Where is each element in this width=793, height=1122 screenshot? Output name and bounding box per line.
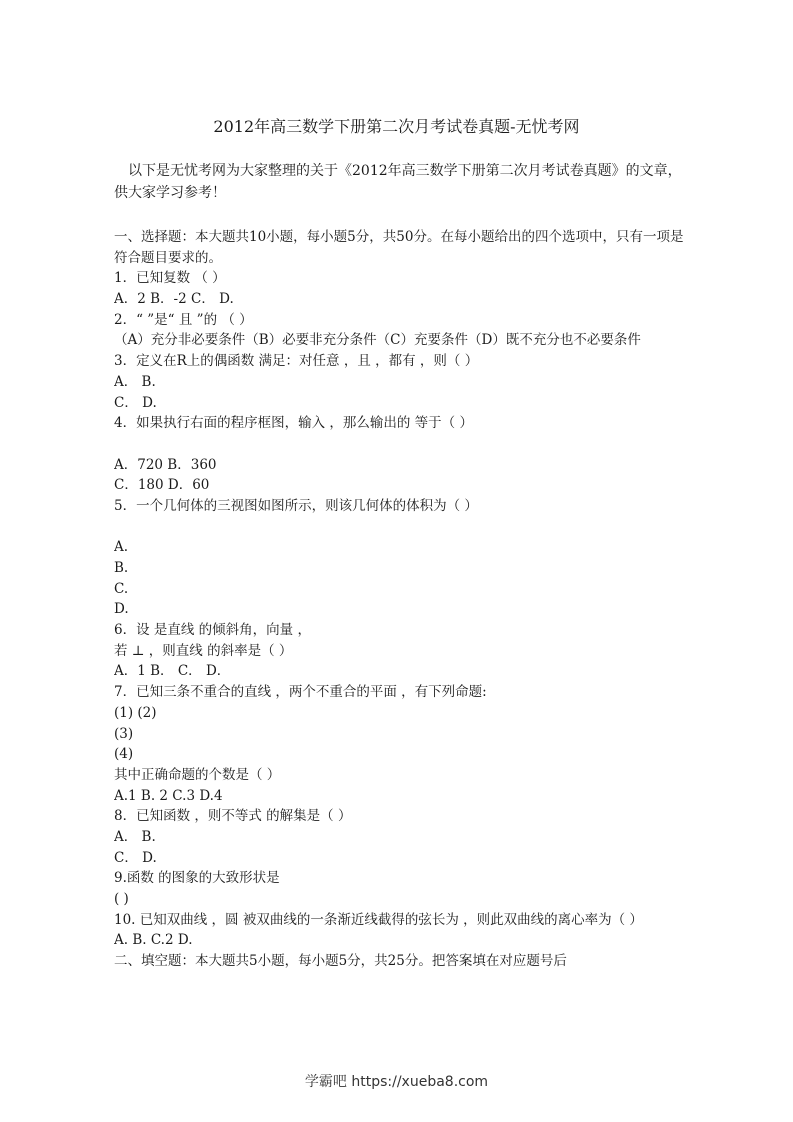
intro-paragraph [114,160,694,204]
footer-watermark: 学霸吧 https://xueba8.com [304,1074,489,1090]
text-line: A．2 B．-2 C． D. [114,291,234,308]
text-line: 6．设 是直线 的倾斜角，向量 ， [114,622,311,639]
text-line: 3．定义在R上的偶函数 满足：对任意 ，且 ，都有 ，则（ ） [114,353,479,370]
text-line: 其中正确命题的个数是（ ） [114,766,281,783]
text-line: 10. 已知双曲线 ，圆 被双曲线的一条渐近线截得的弦长为 ，则此双曲线的离心率为（ ） [114,911,643,928]
text-line: A．720 B．360 [114,456,217,473]
text-line: (1) (2) [114,704,157,721]
text-line: A. [114,539,129,556]
text-line: （A）充分非必要条件（B）必要非充分条件（C）充要条件（D）既不充分也不必要条件 [114,332,641,349]
text-line: 1．已知复数 （ ） [114,270,226,287]
text-line: 二、填空题：本大题共5小题，每小题5分，共25分。把答案填在对应题号后 [114,953,567,970]
text-line: D. [114,601,129,618]
text-line: ( ) [114,891,129,908]
text-line: A. B. C.2 D. [114,932,193,949]
text-line: 7．已知三条不重合的直线 ，两个不重合的平面 ，有下列命题: [114,684,487,701]
text-line: 2．“ ”是“ 且 ”的 （ ） [114,311,253,328]
text-line: C． D. [114,849,157,866]
text-line: B. [114,560,129,577]
text-line: A.1 B. 2 C.3 D.4 [114,787,223,804]
text-line: 5．一个几何体的三视图如图所示，则该几何体的体积为（ ） [114,497,478,514]
text-line: 8．已知函数 ，则不等式 的解集是（ ） [114,808,352,825]
text-line: (3) [114,725,134,742]
blank-line [114,434,694,455]
text-line: (4) [114,746,134,763]
blank-line [114,517,694,538]
text-line: 一、选择题：本大题共10小题，每小题5分，共50分。在每小题给出的四个选项中，只有一项是符合题目要求的。 [114,229,684,266]
intro-text: 以下是无忧考网为大家整理的关于《2012年高三数学下册第二次月考试卷真题》的文章，供大家学习参考！ [114,163,682,201]
text-line: C. [114,580,129,597]
text-line: A． B. [114,373,156,390]
text-line: C．180 D．60 [114,477,210,494]
text-line: C． D. [114,394,157,411]
text-line: 若 ⊥ ，则直线 的斜率是（ ） [114,642,293,659]
exam-content [114,227,694,972]
document-title: 2012年高三数学下册第二次月考试卷真题-无忧考网 [213,117,580,136]
text-line: A．1 B． C． D． [114,663,231,680]
text-line: 9.函数 的图象的大致形状是 [114,870,280,887]
text-line: A． B. [114,828,156,845]
text-line: 4．如果执行右面的程序框图，输入 ，那么输出的 等于（ ） [114,415,473,432]
